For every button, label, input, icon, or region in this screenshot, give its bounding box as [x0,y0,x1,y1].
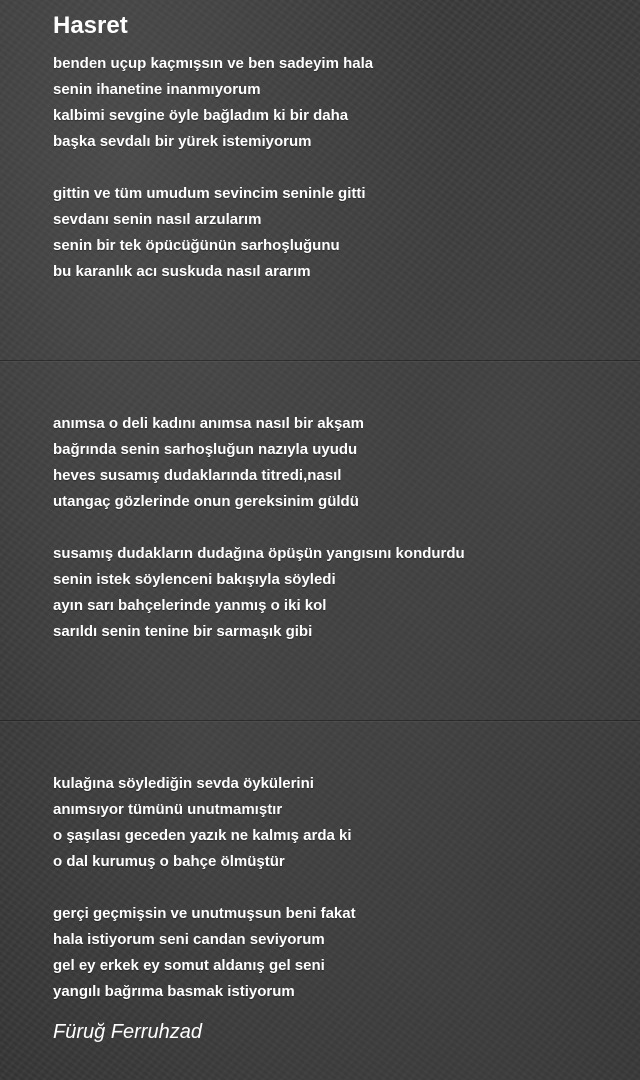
poem-line: kulağına söylediğin sevda öykülerini [53,775,314,792]
poem-line: gerçi geçmişsin ve unutmuşsun beni fakat [53,905,356,922]
poem-line: senin ihanetine inanmıyorum [53,81,261,98]
poem-line: gittin ve tüm umudum sevincim seninle gitti [53,185,366,202]
poem-line: hala istiyorum seni candan seviyorum [53,931,325,948]
poem-line: anımsıyor tümünü unutmamıştır [53,801,283,818]
poem-line: bağrında senin sarhoşluğun nazıyla uyudu [53,441,358,458]
stanza-2 [53,181,366,285]
poem-line: heves susamış dudaklarında titredi,nasıl [53,467,342,484]
poem-line: o dal kurumuş o bahçe ölmüştür [53,853,285,870]
poem-line: başka sevdalı bir yürek istemiyorum [53,133,312,150]
poem-line: sevdanı senin nasıl arzularım [53,211,262,228]
poem-line: o şaşılası geceden yazık ne kalmış arda ki [53,827,352,844]
poem-line: anımsa o deli kadını anımsa nasıl bir akşam [53,415,364,432]
poem-line: benden uçup kaçmışsın ve ben sadeyim hala [53,55,374,72]
poem-line: ayın sarı bahçelerinde yanmış o iki kol [53,597,327,614]
poem-title: Hasret [53,12,128,39]
poem-line: susamış dudakların dudağına öpüşün yangısını kondurdu [53,545,465,562]
poem-line: kalbimi sevgine öyle bağladım ki bir daha [53,107,349,124]
poem-line: utangaç gözlerinde onun gereksinim güldü [53,493,359,510]
poem-author: Füruğ Ferruhzad [53,1021,202,1043]
poem-line: yangılı bağrıma basmak istiyorum [53,983,295,1000]
stanza-6 [53,901,356,1005]
stanza-1 [53,51,373,155]
stanza-3 [53,411,364,515]
poem-line: gel ey erkek ey somut aldanış gel seni [53,957,325,974]
poem-line: senin istek söylenceni bakışıyla söyledi [53,571,336,588]
stanza-5 [53,771,352,875]
poem-line: senin bir tek öpücüğünün sarhoşluğunu [53,237,340,254]
poem-line: bu karanlık acı suskuda nasıl ararım [53,263,311,280]
stanza-4 [53,541,465,645]
poem-line: sarıldı senin tenine bir sarmaşık gibi [53,623,313,640]
